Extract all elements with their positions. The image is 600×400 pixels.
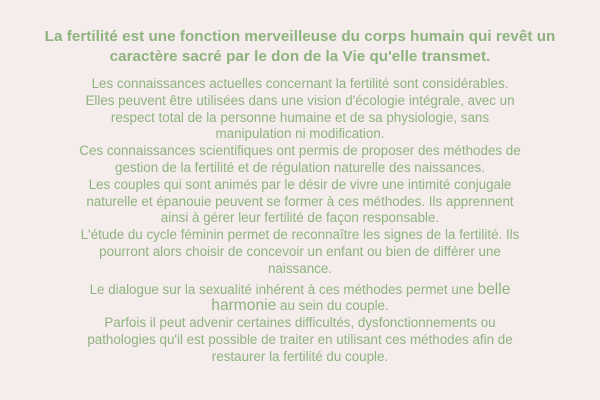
body-line: respect total de la personne humaine et de sa physiologie, sans	[110, 109, 490, 125]
body-line: naissance.	[267, 260, 333, 276]
emphasis-word: harmonie	[211, 297, 277, 315]
body-line: Les couples qui sont animés par le désir de vivre une intimité conjugale	[88, 176, 512, 192]
body-line: gestion de la fertilité et de régulation naturelle des naissances.	[115, 159, 485, 175]
body-text	[24, 76, 576, 366]
body-line: pourront alors choisir de concevoir un enfant ou bien de différer une	[99, 243, 501, 259]
body-line: Elles peuvent être utilisées dans une vision d'écologie intégrale, avec un	[85, 92, 515, 108]
body-line: restaurer la fertilité du couple.	[211, 348, 389, 364]
headline-line-2: caractère sacré par le don de la Vie qu'elle transmet.	[109, 48, 491, 65]
body-line: Ces connaissances scientifiques ont permis de proposer des méthodes de	[79, 143, 521, 159]
body-line: manipulation ni modification.	[215, 126, 385, 142]
headline	[24, 27, 576, 67]
headline-line-1: La fertilité est une fonction merveilleuse du corps humain qui revêt un	[44, 28, 556, 45]
body-line-text: au sein du couple.	[280, 298, 389, 314]
body-line: naturelle et épanouie peuvent se former à ces méthodes. Ils apprennent	[86, 193, 514, 209]
body-line-text: Le dialogue sur la sexualité inhérent à ces méthodes permet une	[89, 281, 474, 297]
body-line: L'étude du cycle féminin permet de reconnaître les signes de la fertilité. Ils	[80, 227, 520, 243]
body-line	[24, 282, 576, 299]
body-line: ainsi à gérer leur fertilité de façon responsable.	[160, 210, 440, 226]
body-line: Les connaissances actuelles concernant la fertilité sont considérables.	[91, 76, 509, 91]
body-line	[24, 298, 576, 315]
emphasis-word: belle	[477, 280, 511, 298]
body-line: Parfois il peut advenir certaines difficultés, dysfonctionnements ou	[104, 315, 496, 331]
body-line: pathologies qu'il est possible de traiter en utilisant ces méthodes afin de	[87, 331, 513, 347]
